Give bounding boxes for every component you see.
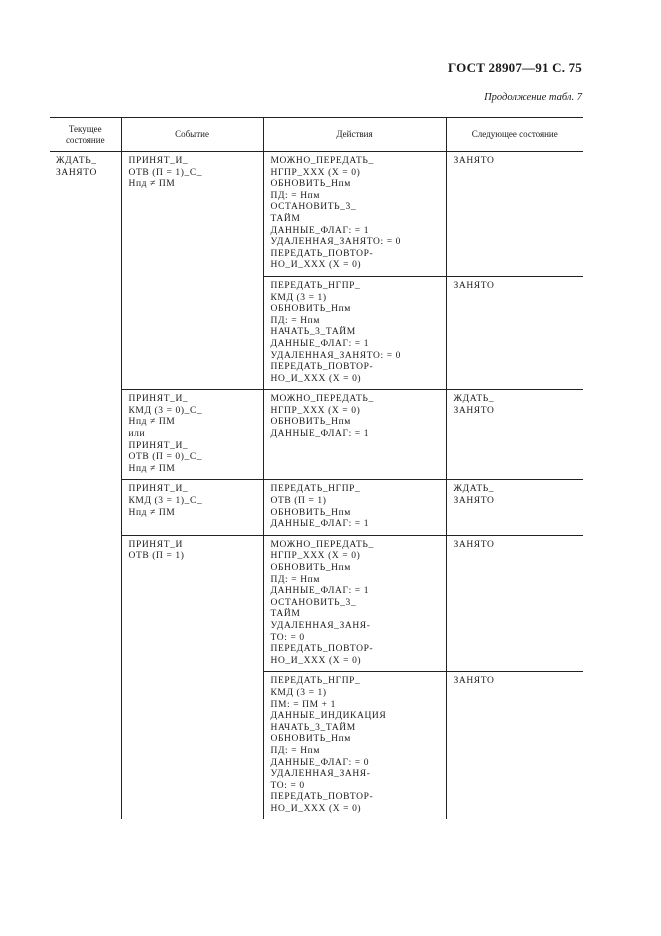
table-row — [50, 535, 583, 672]
table-body — [50, 152, 583, 820]
table-row — [50, 152, 583, 277]
action-line: ПД: = Нпм — [270, 745, 320, 756]
action-line: КМД (3 = 1) — [270, 687, 327, 698]
actions-cell — [263, 480, 446, 535]
action-line: ОСТАНОВИТЬ_3_ — [270, 202, 357, 213]
actions-cell — [263, 672, 446, 820]
event-line: ОТВ (П = 1) — [128, 551, 185, 562]
event-line: Нпд ≠ ПМ — [128, 507, 176, 518]
current-state-line: ЗАНЯТО — [56, 167, 97, 178]
action-line: МОЖНО_ПЕРЕДАТЬ_ — [270, 539, 374, 550]
event-line: Нпд ≠ ПМ — [128, 179, 176, 190]
action-line: ДАННЫЕ_ФЛАГ: = 1 — [270, 338, 370, 349]
action-line: ПЕРЕДАТЬ_ПОВТОР- — [270, 644, 374, 655]
next-state-cell — [446, 390, 583, 480]
action-line: ДАННЫЕ_ФЛАГ: = 1 — [270, 519, 370, 530]
action-line: ОБНОВИТЬ_Нпм — [270, 417, 351, 428]
action-line: НАЧАТЬ_3_ТАЙМ — [270, 722, 356, 733]
table-row — [50, 480, 583, 535]
next-state-line: ЗАНЯТО — [453, 156, 495, 166]
actions-cell — [263, 152, 446, 277]
action-line: ПЕРЕДАТЬ_НГПР_ — [270, 484, 361, 495]
column-header-current-state: Текущее состояние — [50, 118, 121, 152]
action-line: ОБНОВИТЬ_Нпм — [270, 179, 351, 190]
action-line: КМД (3 = 1) — [270, 292, 327, 303]
actions-cell — [263, 390, 446, 480]
action-line: УДАЛЕННАЯ_ЗАНЯТО: = 0 — [270, 350, 401, 361]
action-line: ДАННЫЕ_ИНДИКАЦИЯ — [270, 711, 387, 722]
event-line: ОТВ (П = 0)_С_ — [128, 452, 203, 463]
action-line: ПД: = Нпм — [270, 315, 320, 326]
event-cell — [121, 152, 263, 390]
action-line: УДАЛЕННАЯ_ЗАНЯ- — [270, 769, 371, 780]
action-line: ПЕРЕДАТЬ_ПОВТОР- — [270, 248, 374, 259]
action-line: НАЧАТЬ_3_ТАЙМ — [270, 327, 356, 338]
action-line: ОБНОВИТЬ_Нпм — [270, 507, 351, 518]
next-state-line: ЗАНЯТО — [453, 405, 495, 416]
next-state-line: ЗАНЯТО — [453, 280, 495, 291]
actions-cell — [263, 535, 446, 672]
next-state-cell — [446, 480, 583, 535]
next-state-line: ЗАНЯТО — [453, 676, 495, 687]
next-state-line: ЖДАТЬ_ — [453, 394, 495, 405]
action-line: ПД: = Нпм — [270, 574, 320, 585]
column-header-actions: Действия — [263, 118, 446, 152]
current-state-cell — [50, 152, 121, 820]
page-header: ГОСТ 28907—91 С. 75 — [448, 60, 582, 75]
action-line: ПЕРЕДАТЬ_ПОВТОР- — [270, 792, 374, 803]
column-header-event: Событие — [121, 118, 263, 152]
action-line: ОСТАНОВИТЬ_3_ — [270, 597, 357, 608]
action-line: НО_И_XXX (X = 0) — [270, 655, 362, 666]
action-line: ПЕРЕДАТЬ_ПОВТОР- — [270, 362, 374, 373]
action-line: ПМ: = ПМ + 1 — [270, 699, 336, 710]
action-line: ОБНОВИТЬ_Нпм — [270, 304, 351, 315]
event-cell — [121, 480, 263, 535]
event-line: ОТВ (П = 1)_С_ — [128, 167, 203, 178]
event-line: или — [128, 429, 146, 440]
table-header-row — [50, 118, 583, 152]
event-line: Нпд ≠ ПМ — [128, 417, 176, 428]
action-line: НО_И_XXX (X = 0) — [270, 260, 362, 271]
event-line: ПРИНЯТ_И_ — [128, 484, 189, 495]
event-line: ПРИНЯТ_И_ — [128, 156, 189, 166]
action-line: ТО: = 0 — [270, 780, 305, 791]
action-line: ТАЙМ — [270, 213, 301, 224]
table-continuation-note: Продолжение табл. 7 — [484, 92, 582, 103]
next-state-line: ЗАНЯТО — [453, 539, 495, 550]
event-line: Нпд ≠ ПМ — [128, 463, 176, 474]
next-state-line: ЖДАТЬ_ — [453, 484, 495, 495]
action-line: ДАННЫЕ_ФЛАГ: = 1 — [270, 429, 370, 440]
actions-cell — [263, 276, 446, 389]
action-line: ТАЙМ — [270, 609, 301, 620]
next-state-cell — [446, 152, 583, 277]
action-line: МОЖНО_ПЕРЕДАТЬ_ — [270, 156, 374, 166]
action-line: НГПР_XXX (X = 0) — [270, 551, 361, 562]
event-line: ПРИНЯТ_И_ — [128, 440, 189, 451]
next-state-cell — [446, 672, 583, 820]
action-line: НО_И_XXX (X = 0) — [270, 373, 362, 384]
table-row — [50, 390, 583, 480]
event-line: КМД (3 = 1)_С_ — [128, 496, 203, 507]
action-line: ОБНОВИТЬ_Нпм — [270, 563, 351, 573]
action-line: ТО: = 0 — [270, 632, 305, 643]
action-line: ОТВ (П = 1) — [270, 496, 327, 507]
event-cell — [121, 535, 263, 819]
next-state-line: ЗАНЯТО — [453, 496, 495, 507]
next-state-cell — [446, 276, 583, 389]
action-line: ОБНОВИТЬ_Нпм — [270, 734, 351, 745]
action-line: ПД: = Нпм — [270, 190, 320, 201]
state-transition-table — [50, 117, 583, 819]
action-line: НО_И_XXX (X = 0) — [270, 803, 362, 814]
action-line: УДАЛЕННАЯ_ЗАНЯТО: = 0 — [270, 237, 401, 248]
action-line: НГПР_XXX (X = 0) — [270, 405, 361, 416]
event-line: КМД (3 = 0)_С_ — [128, 405, 203, 416]
action-line: ПЕРЕДАТЬ_НГПР_ — [270, 676, 361, 687]
event-line: ПРИНЯТ_И — [128, 539, 183, 550]
next-state-cell — [446, 535, 583, 672]
event-cell — [121, 390, 263, 480]
action-line: ДАННЫЕ_ФЛАГ: = 1 — [270, 225, 370, 236]
event-line: ПРИНЯТ_И_ — [128, 394, 189, 405]
column-header-next-state: Следующее состояние — [446, 118, 583, 152]
action-line: УДАЛЕННАЯ_ЗАНЯ- — [270, 620, 371, 631]
action-line: ДАННЫЕ_ФЛАГ: = 0 — [270, 757, 370, 768]
action-line: ПЕРЕДАТЬ_НГПР_ — [270, 280, 361, 291]
action-line: ДАННЫЕ_ФЛАГ: = 1 — [270, 586, 370, 597]
action-line: НГПР_XXX (X = 0) — [270, 167, 361, 178]
current-state-line: ЖДАТЬ_ — [56, 156, 97, 166]
action-line: МОЖНО_ПЕРЕДАТЬ_ — [270, 394, 374, 405]
